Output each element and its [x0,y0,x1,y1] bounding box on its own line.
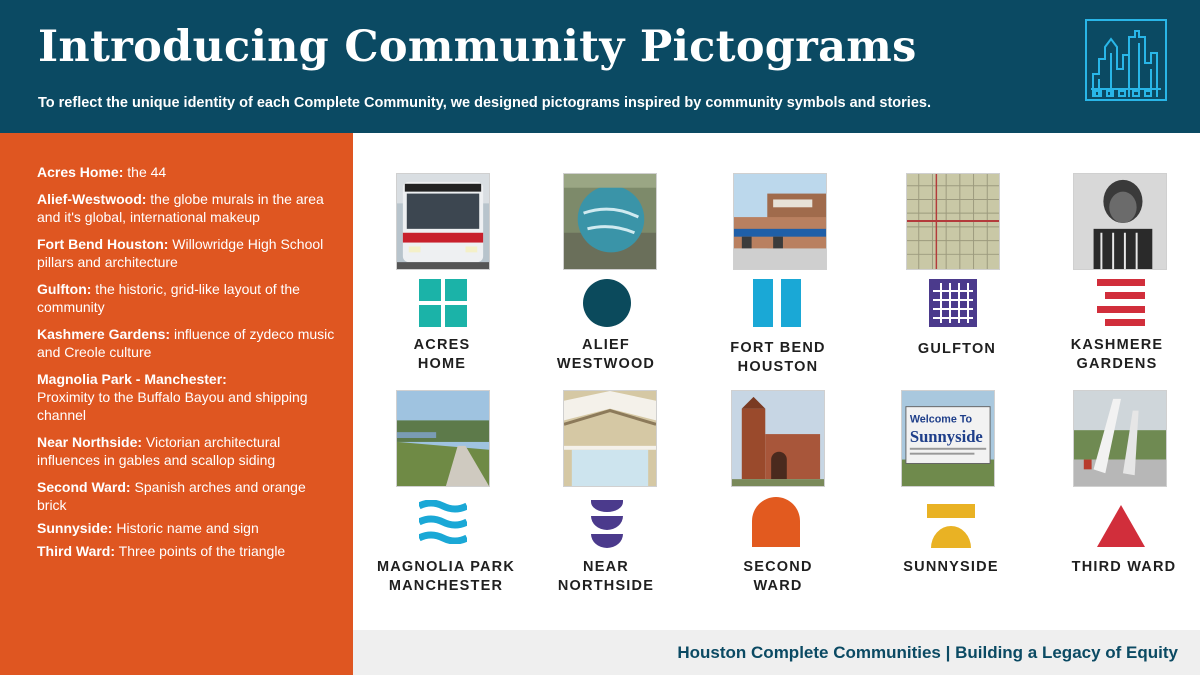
community-label: NEAR NORTHSIDE [557,559,655,594]
community-label: THIRD WARD [1071,559,1177,575]
description-item: Second Ward: Spanish arches and orange brick [37,479,306,513]
community-label: KASHMERE GARDENS [1070,337,1164,372]
metro-bus-photo [396,173,490,270]
sign-text-sunnyside: Sunnyside [909,426,983,446]
school-building-photo [733,173,827,270]
community-label: SUNNYSIDE [903,559,999,575]
four-squares-icon [419,279,467,327]
stripes-icon [1097,279,1145,327]
sculpture-photo [1073,390,1167,487]
bayou-trail-photo [396,390,490,487]
page-title: Introducing Community Pictograms [38,22,917,72]
waves-icon [419,500,467,544]
footer-tagline: Houston Complete Communities | Building a Legacy of Equity [677,643,1178,662]
victorian-gable-photo [563,390,657,487]
description-list [37,163,337,565]
arch-icon [752,497,800,547]
sign-text-welcome: Welcome To [909,413,973,426]
globe-mural-photo [563,173,657,270]
description-item: Acres Home: the 44 [37,164,167,180]
community-label: MAGNOLIA PARK MANCHESTER [376,559,516,594]
description-item: Near Northside: Victorian architectural influences in gables and scallop siding [37,434,281,468]
scallops-icon [591,500,623,548]
description-item: Sunnyside: Historic name and sign [37,520,259,536]
description-item: Fort Bend Houston: Willowridge High School pillars and architecture [37,236,324,270]
triangle-icon [1097,505,1145,547]
two-pillars-icon [753,279,801,327]
page-subtitle: To reflect the unique identity of each Complete Community, we designed pictograms inspired by community symbols and stories. [38,95,931,111]
sidebar-descriptions [0,133,353,675]
sunrise-icon [927,504,975,548]
welcome-sign-photo [901,390,995,487]
city-skyline-icon [1085,19,1167,101]
description-item: Third Ward: Three points of the triangle [37,543,286,559]
community-label: GULFTON [917,341,997,357]
description-item: Kashmere Gardens: influence of zydeco music and Creole culture [37,326,335,360]
description-item: Gulfton: the historic, grid-like layout of the community [37,281,300,315]
accordion-player-photo [1073,173,1167,270]
description-item: Alief-Westwood: the globe murals in the area and it's global, international makeup [37,191,324,225]
brick-church-photo [731,390,825,487]
community-label: SECOND WARD [743,559,813,594]
grid-icon [929,279,977,327]
community-label: FORT BEND HOUSTON [730,340,826,375]
header-banner [0,0,1200,133]
footer-bar [353,630,1200,675]
community-label: ALIEF WESTWOOD [556,337,656,372]
circle-icon [583,279,631,327]
description-item: Magnolia Park - Manchester: Proximity to the Buffalo Bayou and shipping channel [37,371,308,423]
community-label: ACRES HOME [413,337,471,372]
street-grid-map-photo [906,173,1000,270]
